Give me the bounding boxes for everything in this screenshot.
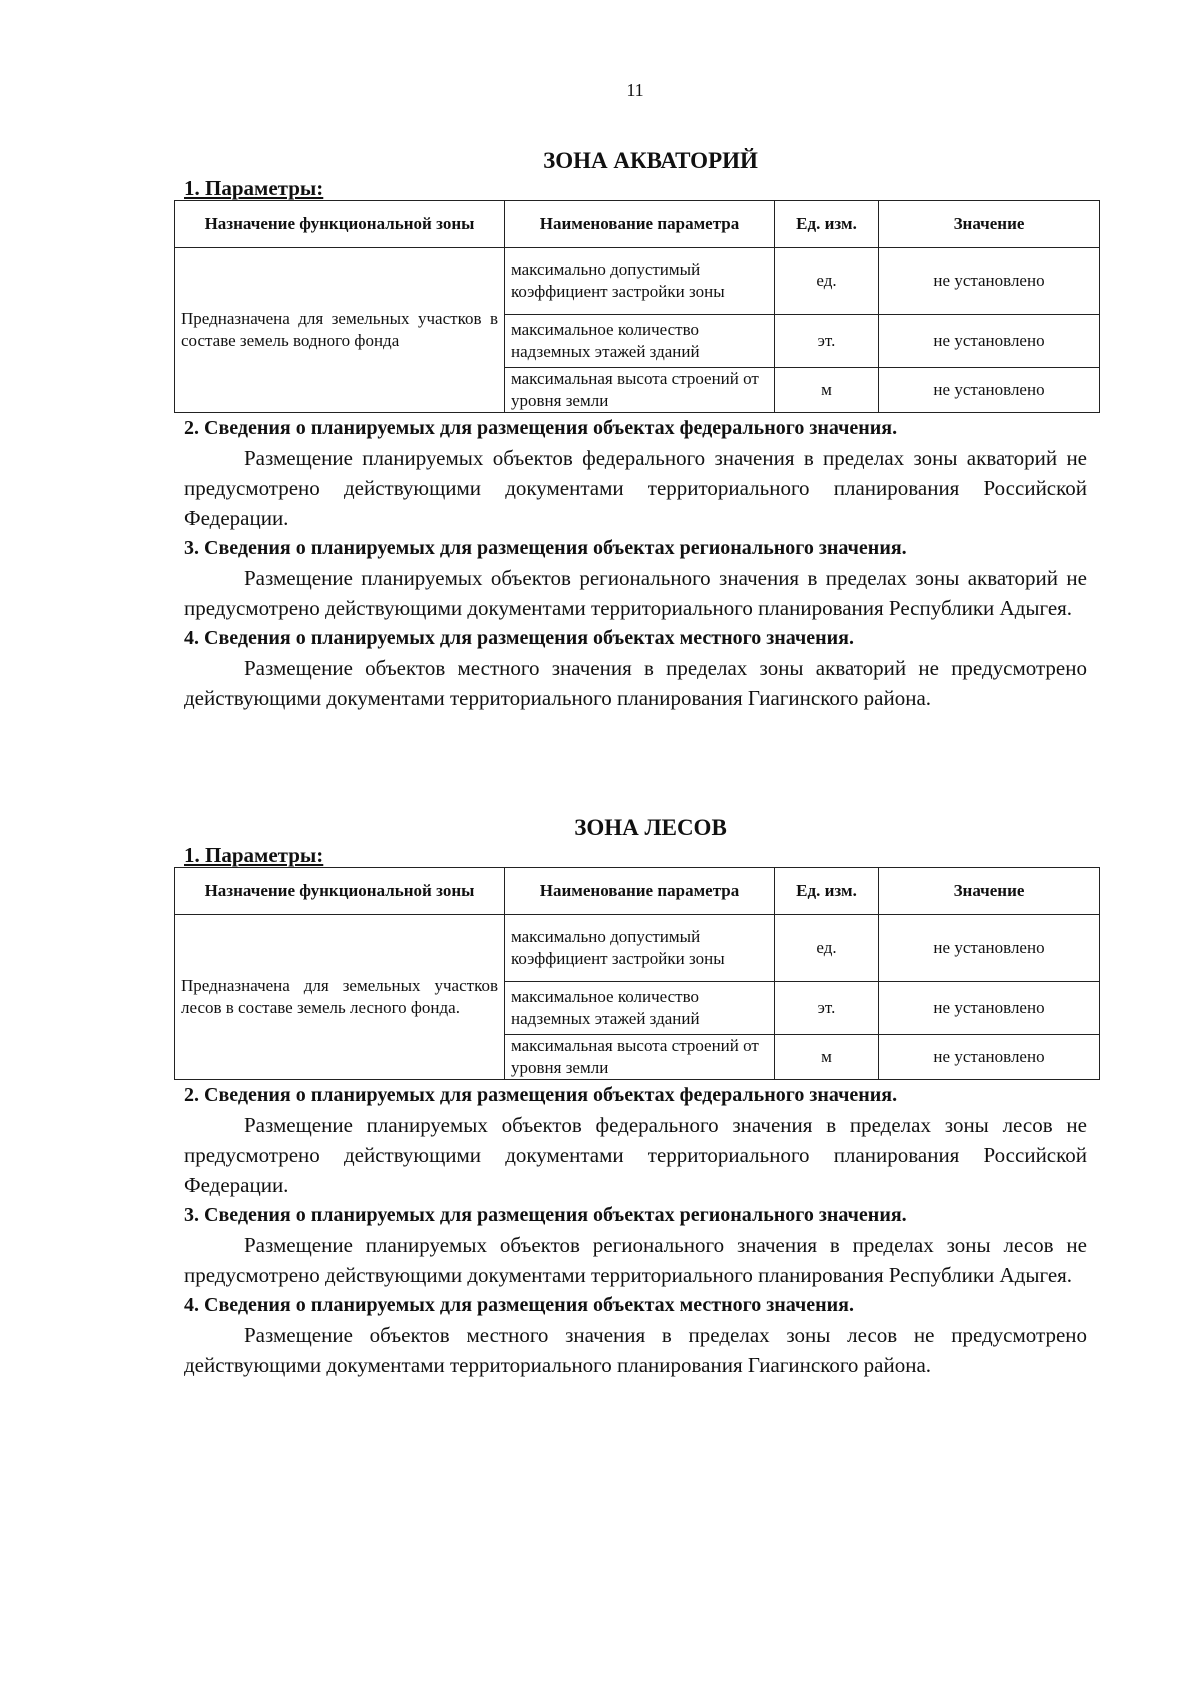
param-name: максимальное количество надземных этажей зданий bbox=[505, 315, 775, 368]
section-heading-local: 4. Сведения о планируемых для размещения объектах местного значения. bbox=[184, 627, 854, 649]
param-name: максимальное количество надземных этажей зданий bbox=[505, 982, 775, 1035]
zone-akvatoriy bbox=[181, 146, 1087, 713]
section-text-federal: Размещение планируемых объектов федерального значения в пределах зоны лесов не предусмотрено действующими документами территориального планирования Российской Федерации. bbox=[184, 1113, 1087, 1197]
header-purpose: Назначение функциональной зоны bbox=[175, 201, 505, 248]
section-heading-local: 4. Сведения о планируемых для размещения объектах местного значения. bbox=[184, 1294, 854, 1316]
zone-title: ЗОНА АКВАТОРИЙ bbox=[543, 148, 758, 173]
section-text-regional: Размещение планируемых объектов регионального значения в пределах зоны акваторий не предусмотрено действующими документами территориального планирования Республики Адыгея. bbox=[184, 566, 1087, 620]
section-text-local: Размещение объектов местного значения в пределах зоны акваторий не предусмотрено действующими документами территориального планирования Гиагинского района. bbox=[184, 656, 1087, 710]
param-name: максимальная высота строений от уровня земли bbox=[505, 1035, 775, 1080]
param-value: не установлено bbox=[879, 248, 1100, 315]
section-text-local: Размещение объектов местного значения в пределах зоны лесов не предусмотрено действующими документами территориального планирования Гиагинского района. bbox=[184, 1323, 1087, 1377]
table-header-row bbox=[175, 868, 1100, 915]
param-value: не установлено bbox=[879, 1035, 1100, 1080]
zone-purpose: Предназначена для земельных участков лесов в составе земель лесного фонда. bbox=[175, 915, 505, 1080]
param-value: не установлено bbox=[879, 982, 1100, 1035]
header-unit: Ед. изм. bbox=[775, 868, 879, 915]
table-row bbox=[175, 915, 1100, 982]
param-unit: ед. bbox=[775, 915, 879, 982]
param-name: максимально допустимый коэффициент застройки зоны bbox=[505, 248, 775, 315]
params-table bbox=[174, 867, 1100, 1080]
param-value: не установлено bbox=[879, 915, 1100, 982]
params-heading: 1. Параметры: bbox=[184, 843, 324, 867]
param-unit: эт. bbox=[775, 982, 879, 1035]
section-text-regional: Размещение планируемых объектов регионального значения в пределах зоны лесов не предусмотрено действующими документами территориального планирования Республики Адыгея. bbox=[184, 1233, 1087, 1287]
params-table bbox=[174, 200, 1100, 413]
header-value: Значение bbox=[879, 868, 1100, 915]
section-text-federal: Размещение планируемых объектов федерального значения в пределах зоны акваторий не предусмотрено действующими документами территориального планирования Российской Федерации. bbox=[184, 446, 1087, 530]
zone-title: ЗОНА ЛЕСОВ bbox=[574, 815, 727, 840]
header-param-name: Наименование параметра bbox=[505, 201, 775, 248]
section-heading-regional: 3. Сведения о планируемых для размещения объектах регионального значения. bbox=[184, 1204, 907, 1226]
param-unit: м bbox=[775, 1035, 879, 1080]
param-unit: м bbox=[775, 368, 879, 413]
param-name: максимальная высота строений от уровня земли bbox=[505, 368, 775, 413]
param-unit: ед. bbox=[775, 248, 879, 315]
param-value: не установлено bbox=[879, 315, 1100, 368]
header-unit: Ед. изм. bbox=[775, 201, 879, 248]
table-row bbox=[175, 248, 1100, 315]
section-heading-regional: 3. Сведения о планируемых для размещения объектах регионального значения. bbox=[184, 537, 907, 559]
params-heading: 1. Параметры: bbox=[184, 176, 324, 200]
param-unit: эт. bbox=[775, 315, 879, 368]
zone-purpose: Предназначена для земельных участков в составе земель водного фонда bbox=[175, 248, 505, 413]
section-heading-federal: 2. Сведения о планируемых для размещения объектах федерального значения. bbox=[184, 417, 898, 439]
zone-lesov bbox=[181, 813, 1087, 1380]
param-value: не установлено bbox=[879, 368, 1100, 413]
header-param-name: Наименование параметра bbox=[505, 868, 775, 915]
page-number: 11 bbox=[626, 80, 644, 100]
table-header-row bbox=[175, 201, 1100, 248]
param-name: максимально допустимый коэффициент застройки зоны bbox=[505, 915, 775, 982]
header-purpose: Назначение функциональной зоны bbox=[175, 868, 505, 915]
header-value: Значение bbox=[879, 201, 1100, 248]
section-heading-federal: 2. Сведения о планируемых для размещения объектах федерального значения. bbox=[184, 1084, 898, 1106]
